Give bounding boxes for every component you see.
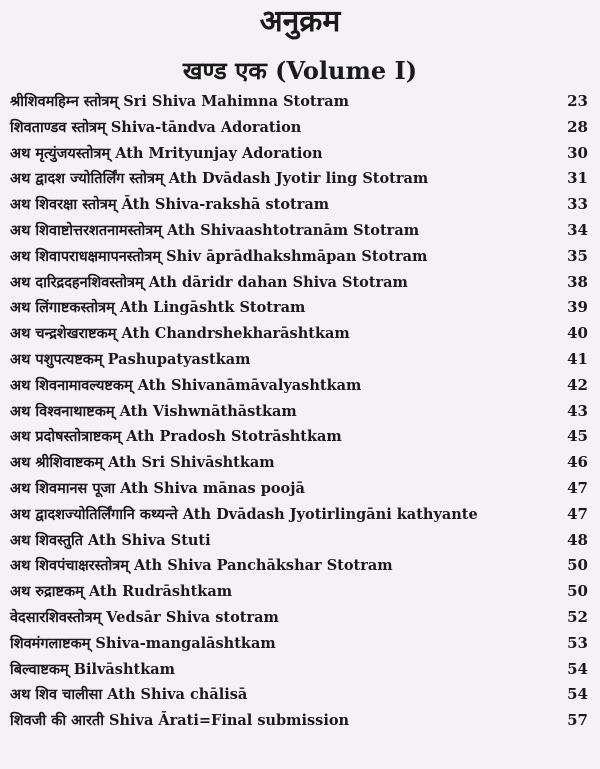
toc-entry-title: अथ शिवनामावल्यष्टकम् Ath Shivanāmāvalyashtkam: [10, 376, 362, 394]
toc-entry: [0, 450, 600, 476]
toc-entry-page-number: 47: [567, 478, 588, 497]
toc-entry-title: अथ शिवापराधक्षमापनस्तोत्रम् Shiv āprādhakshmāpan Stotram: [10, 247, 428, 265]
table-of-contents: [0, 89, 600, 734]
toc-entry: [0, 502, 600, 528]
toc-entry-title: अथ दारिद्रदहनशिवस्तोत्रम् Ath dāridr dahan Shiva Stotram: [10, 273, 408, 291]
toc-entry-title: अथ श्रीशिवाष्टकम् Ath Sri Shivāshtkam: [10, 454, 275, 472]
toc-entry-page-number: 39: [567, 298, 588, 317]
toc-entry: [0, 115, 600, 141]
toc-entry-page-number: 34: [567, 220, 588, 239]
toc-entry-page-number: 31: [567, 169, 588, 188]
toc-entry: [0, 192, 600, 218]
toc-entry-page-number: 33: [567, 195, 588, 214]
toc-entry-page-number: 46: [567, 453, 588, 472]
toc-entry-title: शिवताण्डव स्तोत्रम् Shiva-tāndva Adoration: [10, 118, 302, 136]
toc-entry: [0, 657, 600, 683]
toc-entry: [0, 399, 600, 425]
toc-entry-title: वेदसारशिवस्तोत्रम् Vedsār Shiva stotram: [10, 608, 279, 626]
toc-entry-title: अथ शिवपंचाक्षरस्तोत्रम् Ath Shiva Panchākshar Stotram: [10, 557, 393, 575]
toc-entry: [0, 244, 600, 270]
toc-entry-page-number: 28: [567, 117, 588, 136]
toc-entry: [0, 528, 600, 554]
toc-entry-page-number: 48: [567, 530, 588, 549]
toc-entry-page-number: 57: [567, 711, 588, 730]
toc-entry: [0, 631, 600, 657]
toc-entry-title: अथ चन्द्रशेखराष्टकम् Ath Chandrshekharāshtkam: [10, 325, 350, 343]
toc-entry-page-number: 47: [567, 504, 588, 523]
toc-entry: [0, 270, 600, 296]
toc-entry: [0, 553, 600, 579]
toc-entry-page-number: 52: [567, 607, 588, 626]
volume-title: खण्ड एक (Volume I): [182, 56, 418, 85]
toc-entry-title: अथ द्वादशज्योतिर्लिंगानि कथ्यन्ते Ath Dvādash Jyotirlingāni kathyante: [10, 505, 478, 523]
toc-entry: [0, 476, 600, 502]
toc-entry-page-number: 40: [567, 324, 588, 343]
toc-entry-page-number: 38: [567, 272, 588, 291]
toc-entry-title: अथ शिवमानस पूजा Ath Shiva mānas poojā: [10, 479, 305, 497]
toc-entry-title: शिवमंगलाष्टकम् Shiva-mangalāshtkam: [10, 634, 276, 652]
toc-entry-page-number: 53: [567, 633, 588, 652]
toc-entry-title: अथ शिव चालीसा Ath Shiva chālisā: [10, 686, 248, 704]
toc-entry: [0, 295, 600, 321]
toc-entry-title: अथ लिंगाष्टकस्तोत्रम् Ath Lingāshtk Stotram: [10, 299, 306, 317]
toc-entry: [0, 166, 600, 192]
toc-entry: [0, 424, 600, 450]
toc-entry-page-number: 54: [567, 659, 588, 678]
toc-entry-title: अथ शिवरक्षा स्तोत्रम् Āth Shiva-rakshā stotram: [10, 196, 330, 214]
toc-entry-title: अथ रुद्राष्टकम् Ath Rudrāshtkam: [10, 583, 233, 601]
toc-entry-page-number: 42: [567, 375, 588, 394]
toc-entry: [0, 321, 600, 347]
toc-entry-page-number: 35: [567, 246, 588, 265]
toc-entry-title: श्रीशिवमहिम्न स्तोत्रम् Sri Shiva Mahimna Stotram: [10, 93, 349, 110]
toc-entry-title: अथ प्रदोषस्तोत्राष्टकम् Ath Pradosh Stotrāshtkam: [10, 428, 342, 446]
toc-entry-page-number: 23: [567, 92, 588, 110]
toc-entry-title: शिवजी की आरती Shiva Ārati=Final submission: [10, 712, 350, 730]
toc-entry-title: अथ शिवस्तुति Ath Shiva Stuti: [10, 531, 211, 549]
toc-entry-page-number: 41: [567, 349, 588, 368]
toc-entry: [0, 141, 600, 167]
toc-entry: [0, 89, 600, 115]
toc-entry-title: बिल्वाष्टकम् Bilvāshtkam: [10, 660, 175, 678]
toc-entry: [0, 579, 600, 605]
toc-entry: [0, 682, 600, 708]
toc-entry-page-number: 30: [567, 143, 588, 162]
toc-entry-title: अथ विश्वनाथाष्टकम् Ath Vishwnāthāstkam: [10, 402, 297, 420]
toc-entry: [0, 708, 600, 734]
toc-entry-page-number: 43: [567, 401, 588, 420]
toc-entry: [0, 347, 600, 373]
toc-entry-title: अथ शिवाष्टोत्तरशतनामस्तोत्रम् Ath Shivaashtotranām Stotram: [10, 221, 420, 239]
toc-entry-title: अथ पशुपत्यष्टकम् Pashupatyastkam: [10, 350, 251, 368]
toc-entry-page-number: 50: [567, 556, 588, 575]
toc-entry: [0, 605, 600, 631]
toc-entry: [0, 373, 600, 399]
toc-entry-page-number: 45: [567, 427, 588, 446]
toc-entry-page-number: 50: [567, 582, 588, 601]
contents-heading: अनुक्रम: [259, 4, 341, 39]
toc-entry-title: अथ मृत्युंजयस्तोत्रम् Ath Mrityunjay Adoration: [10, 144, 323, 162]
toc-entry-page-number: 54: [567, 685, 588, 704]
toc-entry: [0, 218, 600, 244]
toc-entry-title: अथ द्वादश ज्योतिर्लिंग स्तोत्रम् Ath Dvādash Jyotir ling Stotram: [10, 170, 429, 188]
